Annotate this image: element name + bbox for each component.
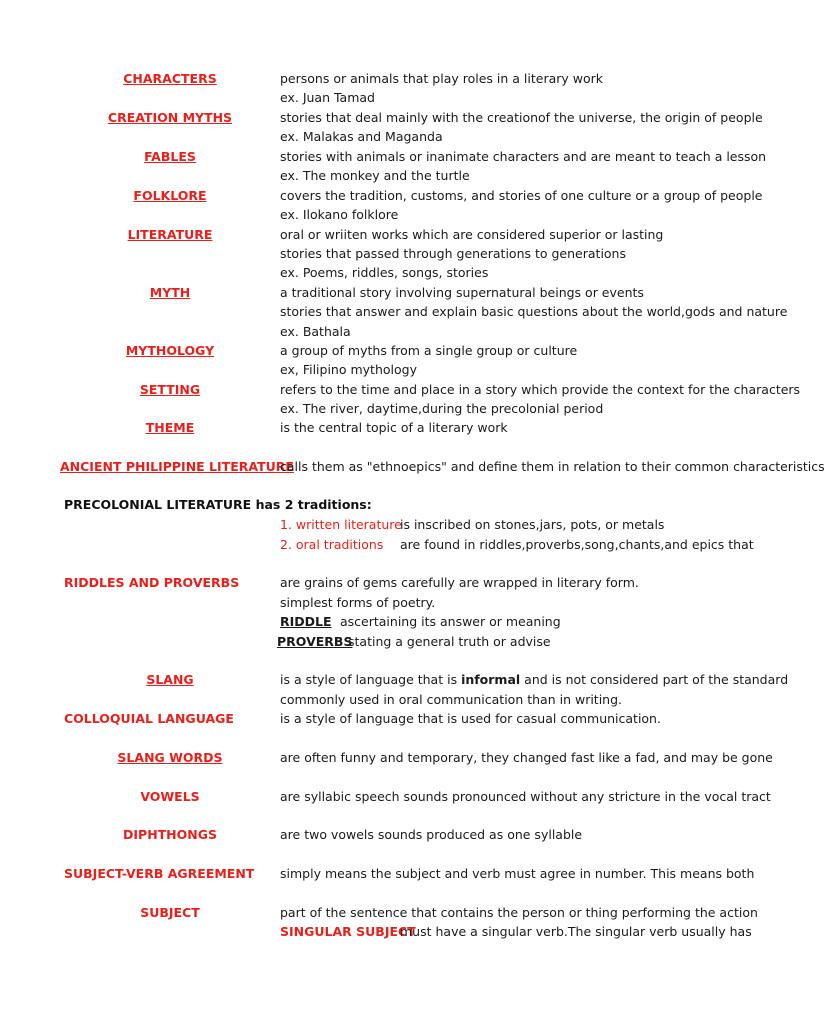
definition-line-2: simplest forms of poetry. — [280, 595, 436, 610]
definition: part of the sentence that contains the person or thing performing the action — [280, 905, 758, 920]
term-theme: THEME — [145, 420, 195, 435]
entry-creation-myths — [0, 108, 768, 128]
entry-folklore — [0, 186, 768, 206]
entry-theme — [0, 418, 768, 438]
definition-part: and is not considered part of the standard — [520, 672, 789, 687]
tradition-written-label: 1. written literature — [280, 517, 402, 532]
term-subject: SUBJECT — [140, 905, 200, 920]
entry-colloquial-language — [0, 709, 768, 729]
example: ex, Filipino mythology — [280, 362, 417, 377]
term-colloquial-language: COLLOQUIAL LANGUAGE — [64, 711, 234, 726]
definition: covers the tradition, customs, and stories of one culture or a group of people — [280, 188, 763, 203]
precolonial-heading: PRECOLONIAL LITERATURE has 2 traditions: — [64, 497, 372, 512]
term-myth: MYTH — [149, 285, 191, 300]
term-subject-verb-agreement: SUBJECT-VERB AGREEMENT — [64, 866, 255, 881]
term-slang-words: SLANG WORDS — [117, 750, 223, 765]
term-diphthongs: DIPHTHONGS — [123, 827, 217, 842]
entry-ancient-philippine-literature — [0, 457, 825, 477]
entry-slang — [0, 670, 789, 690]
entry-slang-words — [0, 748, 773, 768]
definition-line-2: stories that passed through generations to generations — [280, 246, 626, 261]
term-setting: SETTING — [139, 382, 201, 397]
definition: are often funny and temporary, they changed fast like a fad, and may be gone — [280, 750, 773, 765]
definition: are grains of gems carefully are wrapped in literary form. — [280, 575, 639, 590]
term-slang: SLANG — [146, 672, 194, 687]
entry-subject — [0, 903, 768, 923]
riddle-def: ascertaining its answer or meaning — [340, 614, 561, 629]
term-characters: CHARACTERS — [123, 71, 217, 86]
definition: a traditional story involving supernatural beings or events — [280, 285, 644, 300]
entry-riddles-and-proverbs — [0, 573, 768, 593]
proverbs-def: stating a general truth or advise — [348, 634, 551, 649]
definition: stories with animals or inanimate characters and are meant to teach a lesson — [280, 149, 767, 164]
definition: are syllabic speech sounds pronounced without any stricture in the vocal tract — [280, 789, 771, 804]
definition: refers to the time and place in a story which provide the context for the characters — [280, 382, 801, 397]
example: ex. The monkey and the turtle — [280, 168, 470, 183]
definition: is the central topic of a literary work — [280, 420, 508, 435]
singular-subject-def: must have a singular verb.The singular verb usually has — [400, 924, 752, 939]
singular-subject-label: SINGULAR SUBJECT — [280, 924, 416, 939]
definition-line-2: commonly used in oral communication than in writing. — [280, 692, 623, 707]
term-fables: FABLES — [144, 149, 196, 164]
definition: persons or animals that play roles in a literary work — [280, 71, 603, 86]
example: ex. Bathala — [280, 324, 351, 339]
definition: calls them as "ethnoepics" and define them in relation to their common characteristics — [280, 459, 825, 474]
example: ex. The river, daytime,during the precolonial period — [280, 401, 604, 416]
term-folklore: FOLKLORE — [133, 188, 207, 203]
entry-diphthongs — [0, 825, 768, 845]
definition-part: is a style of language that is — [280, 672, 462, 687]
example: ex. Poems, riddles, songs, stories — [280, 265, 489, 280]
emphasis-informal: informal — [461, 672, 521, 687]
entry-myth — [0, 283, 768, 303]
entry-characters — [0, 69, 768, 89]
example: ex. Ilokano folklore — [280, 207, 399, 222]
term-ancient-philippine-literature: ANCIENT PHILIPPINE LITERATURE — [60, 459, 294, 474]
entry-vowels — [0, 787, 771, 807]
definition: oral or wriiten works which are considered superior or lasting — [280, 227, 664, 242]
term-literature: LITERATURE — [127, 227, 213, 242]
example: ex. Malakas and Maganda — [280, 129, 443, 144]
entry-mythology — [0, 341, 768, 361]
tradition-oral-def: are found in riddles,proverbs,song,chants,and epics that — [400, 537, 754, 552]
definition: is a style of language that is used for casual communication. — [280, 711, 661, 726]
entry-subject-verb-agreement — [0, 864, 768, 884]
definition: simply means the subject and verb must agree in number. This means both — [280, 866, 755, 881]
proverbs-label: PROVERBS — [277, 634, 353, 649]
example: ex. Juan Tamad — [280, 90, 375, 105]
term-vowels: VOWELS — [140, 789, 200, 804]
term-mythology: MYTHOLOGY — [125, 343, 215, 358]
definition: are two vowels sounds produced as one syllable — [280, 827, 583, 842]
entry-literature — [0, 225, 768, 245]
definition: stories that deal mainly with the creationof the universe, the origin of people — [280, 110, 763, 125]
term-riddles-and-proverbs: RIDDLES AND PROVERBS — [64, 575, 240, 590]
definition-line-2: stories that answer and explain basic questions about the world,gods and nature — [280, 304, 788, 319]
term-creation-myths: CREATION MYTHS — [107, 110, 233, 125]
tradition-written-def: is inscribed on stones,jars, pots, or metals — [400, 517, 665, 532]
definition — [280, 670, 789, 690]
entry-fables — [0, 147, 768, 167]
entry-setting — [0, 380, 801, 400]
definition: a group of myths from a single group or culture — [280, 343, 578, 358]
tradition-oral-label: 2. oral traditions — [280, 537, 384, 552]
precolonial-section — [0, 495, 768, 515]
riddle-label: RIDDLE — [280, 614, 332, 629]
